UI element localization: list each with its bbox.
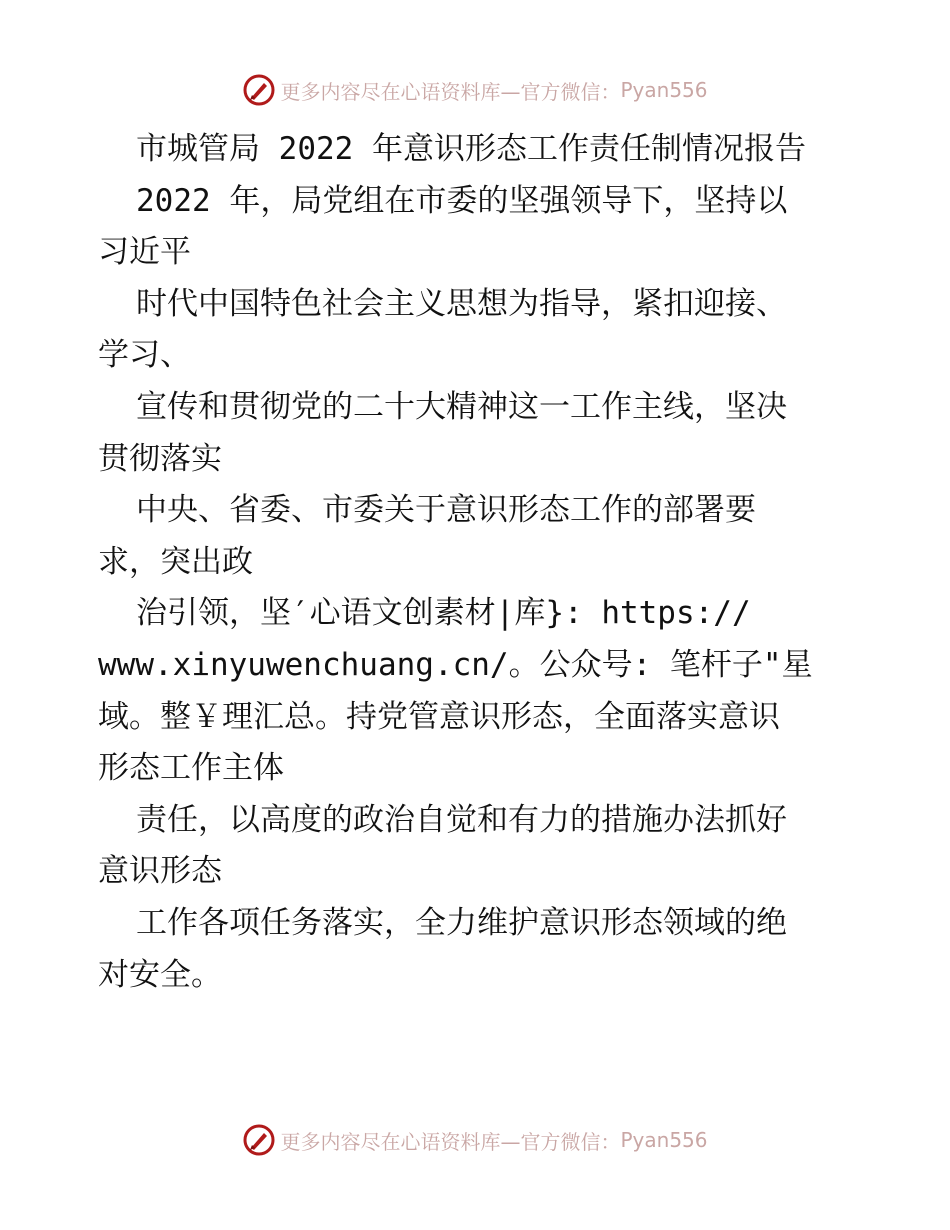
document-line: 形态工作主体 xyxy=(98,750,284,787)
document-line: 域。整￥理汇总。持党管意识形态，全面落实意识 xyxy=(98,698,780,735)
document-line: 学习、 xyxy=(98,337,191,374)
document-line: 中央、省委、市委关于意识形态工作的部署要 xyxy=(136,492,756,529)
document-line: 对安全。 xyxy=(98,956,222,993)
document-line: 责任，以高度的政治自觉和有力的措施办法抓好 xyxy=(136,801,787,838)
footer-banner xyxy=(0,1120,950,1160)
document-line: 求，突出政 xyxy=(98,543,253,580)
pen-circle-logo-icon xyxy=(242,73,276,107)
document-line: 意识形态 xyxy=(98,853,222,890)
document-line: 宣传和贯彻党的二十大精神这一工作主线，坚决 xyxy=(136,388,787,425)
pen-circle-logo-icon xyxy=(242,1123,276,1157)
document-line: 治引领，坚′心语文创素材|库}: https:// xyxy=(136,595,751,632)
banner-wechat-id: Pyan556 xyxy=(620,1128,708,1152)
document-line: 2022 年，局党组在市委的坚强领导下，坚持以 xyxy=(136,182,788,219)
document-body xyxy=(98,124,858,1001)
banner-text: 更多内容尽在心语资料库—官方微信： xyxy=(280,1129,621,1154)
document-line: 时代中国特色社会主义思想为指导，紧扣迎接、 xyxy=(136,285,787,322)
banner-wechat-id: Pyan556 xyxy=(620,78,708,102)
document-line: 市城管局 2022 年意识形态工作责任制情况报告 xyxy=(136,131,806,167)
banner-text: 更多内容尽在心语资料库—官方微信： xyxy=(280,79,621,104)
document-line: 习近平 xyxy=(98,234,191,271)
document-line: 工作各项任务落实，全力维护意识形态领域的绝 xyxy=(136,904,787,941)
header-banner xyxy=(0,70,950,110)
document-line: 贯彻落实 xyxy=(98,440,222,477)
document-line: www.xinyuwenchuang.cn/。公众号: 笔杆子"星 xyxy=(98,646,813,683)
